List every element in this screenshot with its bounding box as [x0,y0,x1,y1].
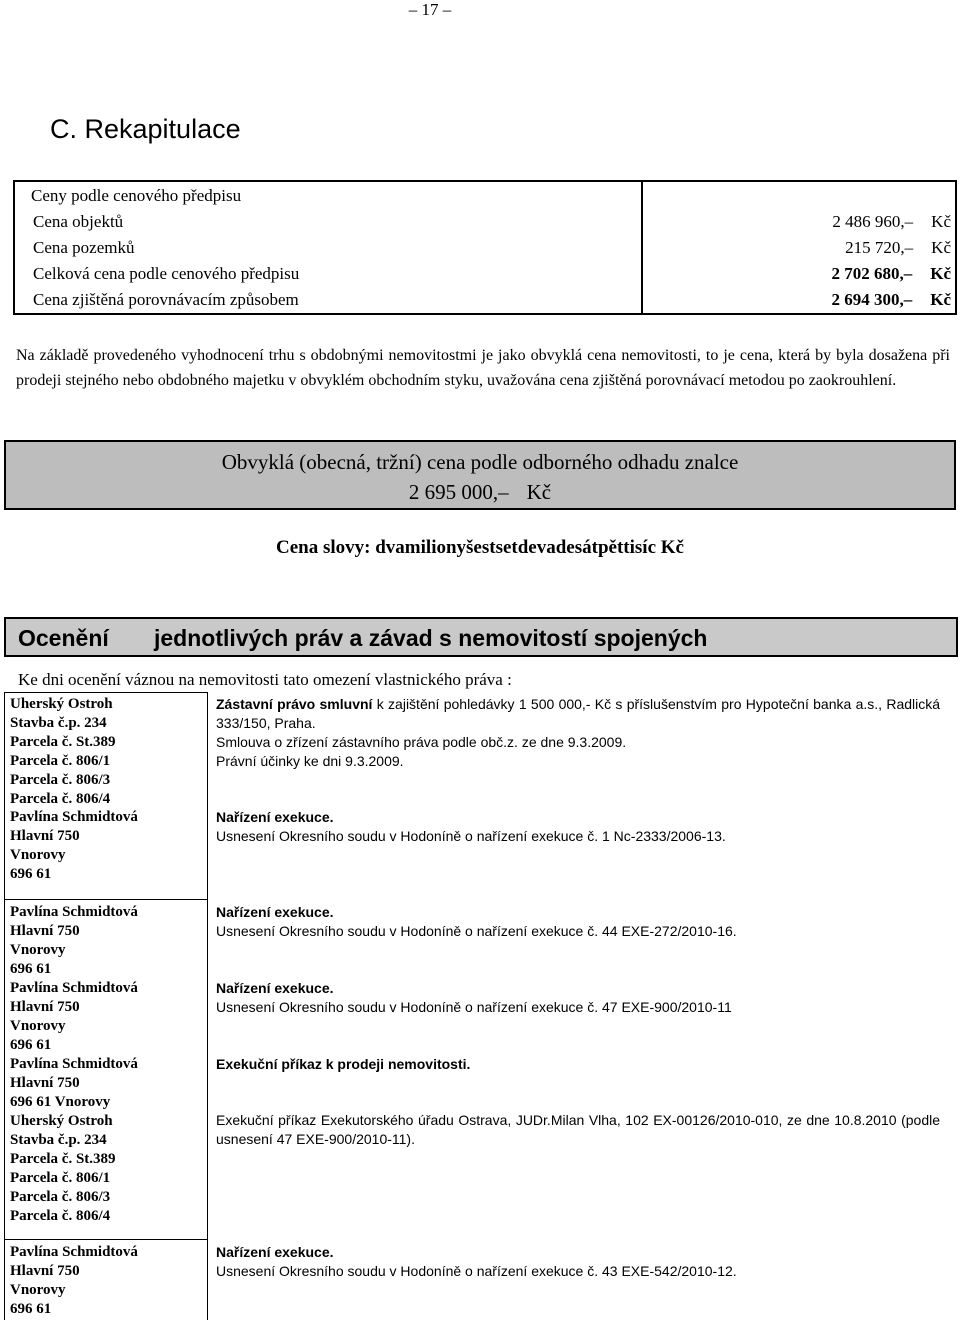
encumbrance-intro: Ke dni ocenění váznou na nemovitosti tato omezení vlastnického práva : [18,670,512,689]
price-in-words: Cena slovy: dvamilionyšestsetdevadesátpěttisíc Kč [276,537,684,558]
heading-rest: jednotlivých práv a závad s nemovitostí spojených [154,625,708,651]
market-value-amount: 2 695 000,– Kč [408,480,552,504]
row-divider [4,1239,208,1240]
section-heading: C. Rekapitulace [50,114,241,144]
table-divider [641,182,643,313]
row-divider [4,692,208,693]
encumbrance-detail: Nařízení exekuce. Usnesení Okresního soudu v Hodoníně o nařízení exekuce č. 44 EXE-272/2010-16. [216,904,737,939]
encumbrance-detail: Nařízení exekuce. Usnesení Okresního soudu v Hodoníně o nařízení exekuce č. 1 Nc-2333/2006-13. [216,809,726,844]
encumbrance-subject: Pavlína Schmidtová Hlavní 750 Vnorovy 696 61 [10,1244,138,1317]
encumbrance-detail: Exekuční příkaz Exekutorského úřadu Ostrava, JUDr.Milan Vlha, 102 EX-00126/2010-010, ze dne 10.8.2010 (podle usnesení 47 EXE-900/2010-11). [216,1112,940,1147]
row-divider [4,899,208,900]
encumbrance-detail-title: Exekuční příkaz k prodeji nemovitosti. [216,1056,471,1072]
encumbrance-detail: Zástavní právo smluvní k zajištění pohledávky 1 500 000,- Kč s příslušenstvím pro Hypoteční banka a.s., Radlická 333/150, Praha. Smlouva o zřízení zástavního práva podle obč.z. ze dne 9.3.2009. Právní účinky ke dni 9.3.2009. [216,696,941,769]
row-amount: 2 702 680,– Kč [831,264,951,283]
encumbrance-subject: Pavlína Schmidtová Hlavní 750 696 61 Vnorovy Uherský Ostroh Stavba č.p. 234 Parcela č. St.389 Parcela č. 806/1 Parcela č. 806/3 Parcela č. 806/4 [10,1056,138,1224]
market-paragraph: Na základě provedeného vyhodnocení trhu s obdobnými nemovitostmi je jako obvyklá cena nemovitosti, to je cena, která by byla dosažena při prodeji stejného nebo obdobného majetku v obvyklém obchodním styku, uvažována cena zjištěná porovnávací metodou po zaokrouhlení. [16,347,950,389]
summary-title: Ceny podle cenového předpisu [31,186,242,205]
encumbrance-subject: Pavlína Schmidtová Hlavní 750 Vnorovy 696 61 [10,904,138,977]
price-summary-table [13,180,957,315]
row-label: Cena zjištěná porovnávacím způsobem [33,290,299,309]
page-number: – 17 – [408,0,452,19]
row-amount: 215 720,– Kč [845,238,951,257]
heading-word: Ocenění [18,625,109,651]
encumbrance-subject: Uherský Ostroh Stavba č.p. 234 Parcela č. St.389 Parcela č. 806/1 Parcela č. 806/3 Parcela č. 806/4 [10,696,116,807]
encumbrance-subject: Pavlína Schmidtová Hlavní 750 Vnorovy 696 61 [10,980,138,1053]
rights-section-heading [4,617,958,657]
market-value-title: Obvyklá (obecná, tržní) cena podle odborného odhadu znalce [221,450,739,474]
row-label: Celková cena podle cenového předpisu [33,264,300,283]
row-label: Cena objektů [33,212,124,231]
row-amount: 2 694 300,– Kč [831,290,951,309]
market-value-box [4,440,956,510]
encumbrance-subject: Pavlína Schmidtová Hlavní 750 Vnorovy 696 61 [10,809,138,882]
row-label: Cena pozemků [33,238,135,257]
encumbrance-detail: Nařízení exekuce. Usnesení Okresního soudu v Hodoníně o nařízení exekuce č. 47 EXE-900/2010-11 [216,980,732,1015]
row-amount: 2 486 960,– Kč [832,212,951,231]
encumbrance-detail: Nařízení exekuce. Usnesení Okresního soudu v Hodoníně o nařízení exekuce č. 43 EXE-542/2010-12. [216,1244,737,1279]
